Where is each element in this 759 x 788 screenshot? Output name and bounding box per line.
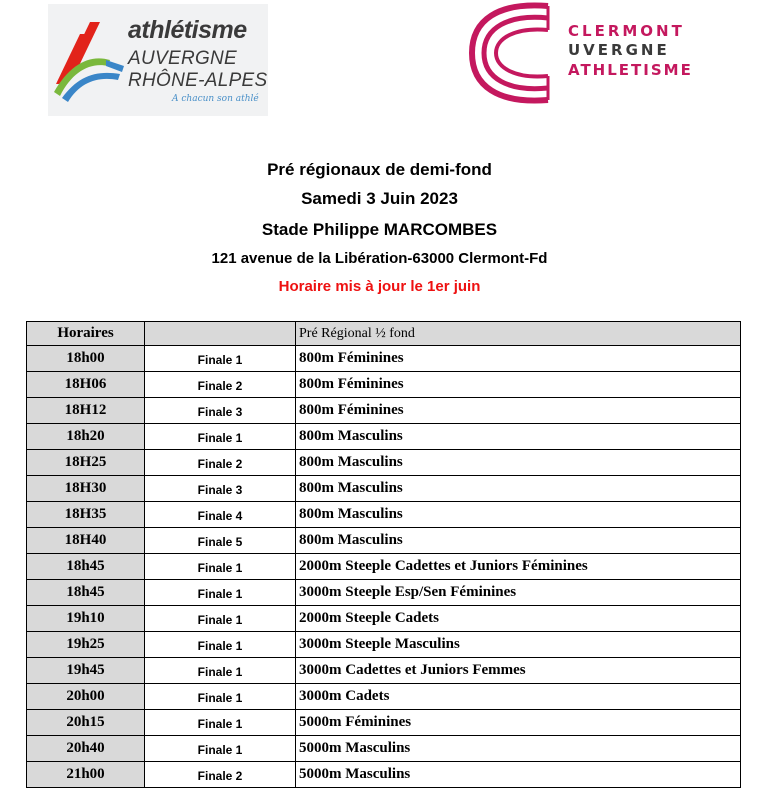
table-row	[27, 424, 741, 450]
row-event: 800m Masculins	[296, 528, 741, 554]
table-row	[27, 346, 741, 372]
header-finale	[145, 322, 296, 346]
row-time: 19h45	[27, 658, 145, 684]
table-row	[27, 528, 741, 554]
row-event: 2000m Steeple Cadets	[296, 606, 741, 632]
row-event: 5000m Masculins	[296, 762, 741, 788]
row-time: 18h45	[27, 554, 145, 580]
row-final: Finale 2	[145, 762, 296, 788]
row-event: 800m Féminines	[296, 372, 741, 398]
row-time: 18H25	[27, 450, 145, 476]
table-row	[27, 398, 741, 424]
row-final: Finale 1	[145, 710, 296, 736]
table-row	[27, 502, 741, 528]
table-row	[27, 372, 741, 398]
row-event: 3000m Steeple Masculins	[296, 632, 741, 658]
logo-right-line3: ATHLETISME	[568, 61, 693, 79]
update-note: Horaire mis à jour le 1er juin	[278, 278, 481, 295]
logo-left-tagline: A chacun son athlé	[172, 94, 259, 104]
table-row	[27, 710, 741, 736]
runner-stripes-icon	[50, 14, 130, 104]
table-row	[27, 450, 741, 476]
table-row	[27, 476, 741, 502]
logo-right-line2: UVERGNE	[568, 41, 670, 59]
row-event: 3000m Cadets	[296, 684, 741, 710]
row-event: 2000m Steeple Cadettes et Juniors Féminines	[296, 554, 741, 580]
row-time: 20h15	[27, 710, 145, 736]
logo-left-line2: AUVERGNE	[128, 48, 238, 69]
row-time: 18h00	[27, 346, 145, 372]
table-row	[27, 736, 741, 762]
row-time: 18h45	[27, 580, 145, 606]
event-title: Pré régionaux de demi-fond	[267, 160, 492, 179]
row-final: Finale 1	[145, 424, 296, 450]
row-time: 18H12	[27, 398, 145, 424]
table-row	[27, 684, 741, 710]
row-event: 3000m Cadettes et Juniors Femmes	[296, 658, 741, 684]
table-row	[27, 658, 741, 684]
row-time: 21h00	[27, 762, 145, 788]
row-time: 20h00	[27, 684, 145, 710]
row-event: 5000m Féminines	[296, 710, 741, 736]
row-event: 3000m Steeple Esp/Sen Féminines	[296, 580, 741, 606]
row-event: 800m Féminines	[296, 346, 741, 372]
row-event: 800m Masculins	[296, 450, 741, 476]
table-row	[27, 632, 741, 658]
table-row	[27, 554, 741, 580]
track-rings-icon	[468, 0, 564, 106]
row-final: Finale 4	[145, 502, 296, 528]
header-event: Pré Régional ½ fond	[296, 322, 741, 346]
row-final: Finale 1	[145, 632, 296, 658]
schedule-table	[26, 321, 741, 788]
logo-right-line1: CLERMONT	[568, 22, 685, 40]
row-final: Finale 3	[145, 398, 296, 424]
logo-left-line3: RHÔNE-ALPES	[128, 70, 268, 91]
event-venue: Stade Philippe MARCOMBES	[261, 220, 498, 239]
row-time: 20h40	[27, 736, 145, 762]
event-address: 121 avenue de la Libération-63000 Clermont-Fd	[211, 250, 548, 267]
row-time: 18H35	[27, 502, 145, 528]
row-final: Finale 1	[145, 658, 296, 684]
row-time: 18H06	[27, 372, 145, 398]
row-time: 18H30	[27, 476, 145, 502]
logo-left-line1: athlétisme	[128, 16, 247, 44]
row-final: Finale 1	[145, 346, 296, 372]
row-event: 800m Féminines	[296, 398, 741, 424]
row-final: Finale 2	[145, 450, 296, 476]
row-final: Finale 1	[145, 684, 296, 710]
row-time: 19h25	[27, 632, 145, 658]
table-row	[27, 580, 741, 606]
row-time: 18h20	[27, 424, 145, 450]
row-final: Finale 3	[145, 476, 296, 502]
row-final: Finale 1	[145, 736, 296, 762]
row-final: Finale 1	[145, 606, 296, 632]
event-date: Samedi 3 Juin 2023	[301, 189, 458, 208]
row-event: 800m Masculins	[296, 424, 741, 450]
table-row	[27, 762, 741, 788]
row-final: Finale 1	[145, 554, 296, 580]
row-final: Finale 1	[145, 580, 296, 606]
athletisme-aura-logo	[48, 4, 268, 116]
row-event: 800m Masculins	[296, 502, 741, 528]
header-horaires: Horaires	[27, 322, 145, 346]
clermont-auvergne-athletisme-logo	[468, 0, 730, 106]
table-header-row	[27, 322, 741, 346]
table-row	[27, 606, 741, 632]
row-time: 18H40	[27, 528, 145, 554]
row-final: Finale 5	[145, 528, 296, 554]
row-event: 5000m Masculins	[296, 736, 741, 762]
row-final: Finale 2	[145, 372, 296, 398]
row-time: 19h10	[27, 606, 145, 632]
row-event: 800m Masculins	[296, 476, 741, 502]
